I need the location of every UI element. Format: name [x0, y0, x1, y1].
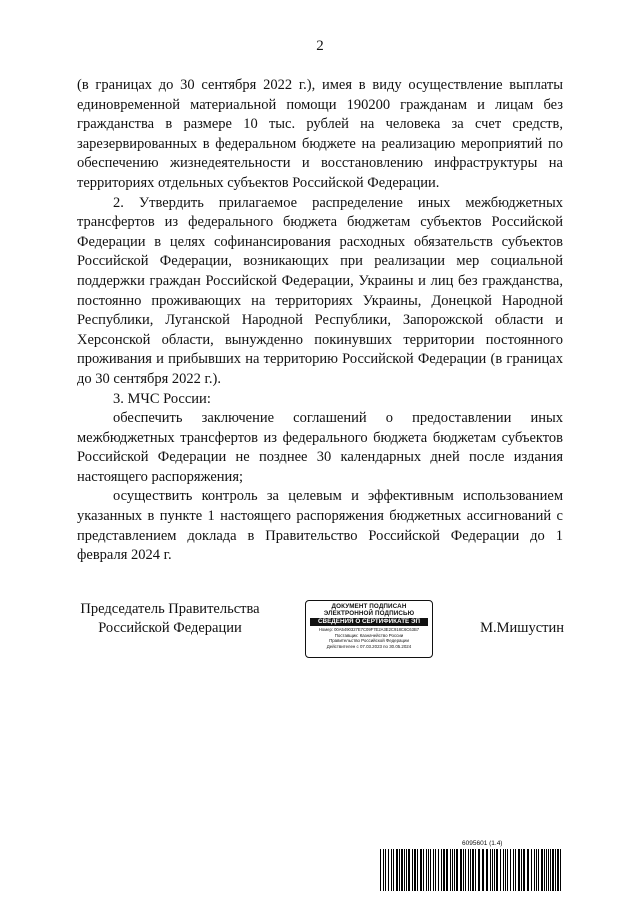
paragraph-4: обеспечить заключение соглашений о предоставлении иных межбюджетных трансфертов из федерального бюджета бюджетам субъектов Российской Федерации не позднее 30 календарных дней после издания настоящего распоряжения;: [77, 410, 563, 485]
barcode-label: 6095601 (1.4): [462, 840, 503, 847]
paragraph-1: (в границах до 30 сентября 2022 г.), имея в виду осуществление выплаты единовременной материальной помощи 190200 гражданам и лицам без гражданства в размере 10 тыс. рублей на человека за счет средств, зарезервированных в федеральном бюджете на реализацию мероприятий по обеспечению жизнедеятельности и восстановлению инфраструктуры на территориях отдельных субъектов Российской Федерации.: [77, 77, 563, 191]
stamp-serial: Номер: 00A5490327E7C09F7E2A3E2C918C6C63B7: [318, 627, 420, 632]
stamp-line-2: ЭЛЕКТРОННОЙ ПОДПИСЬЮ: [323, 610, 415, 617]
paragraph-5: осуществить контроль за целевым и эффективным использованием указанных в пункте 1 настоящего распоряжения бюджетных ассигнований с представлением доклада в Правительство Российской Федерации до 1 февраля 2024 г.: [77, 488, 563, 564]
paragraph-3: 3. МЧС России:: [113, 390, 211, 407]
position-line-2: Российской Федерации: [98, 620, 242, 636]
stamp-owner: Правительство Российской Федерации: [329, 638, 409, 644]
page-number: 2: [316, 38, 324, 54]
stamp-line-1: ДОКУМЕНТ ПОДПИСАН: [331, 603, 407, 610]
electronic-signature-stamp: [305, 600, 433, 658]
paragraph-2: 2. Утвердить прилагаемое распределение иных межбюджетных трансфертов из федерального бюджета бюджетам субъектов Российской Федерации в целях софинансирования расходных обязательств субъектов Российской Федерации, возникающих при реализации мер социальной поддержки граждан Российской Федерации, Украины и лиц без гражданства, постоянно проживающих на территориях Украины, Донецкой Народной Республики, Луганской Народной Республики, Запорожской области и Херсонской области, вынужденно покинувших территории постоянного проживания и прибывших на территорию Российской Федерации (в границах до 30 сентября 2022 г.).: [77, 194, 563, 387]
barcode: [380, 849, 564, 891]
document-body: [77, 76, 563, 566]
stamp-header: СВЕДЕНИЯ О СЕРТИФИКАТЕ ЭП: [310, 618, 428, 626]
signatory-position: [80, 600, 260, 638]
signatory-name: М.Мишустин: [480, 620, 564, 636]
stamp-issuer: Поставщик: Казначейство России: [334, 632, 404, 638]
position-line-1: Председатель Правительства: [80, 601, 260, 617]
stamp-validity: Действителен с 07.03.2023 по 30.05.2024: [326, 643, 412, 649]
